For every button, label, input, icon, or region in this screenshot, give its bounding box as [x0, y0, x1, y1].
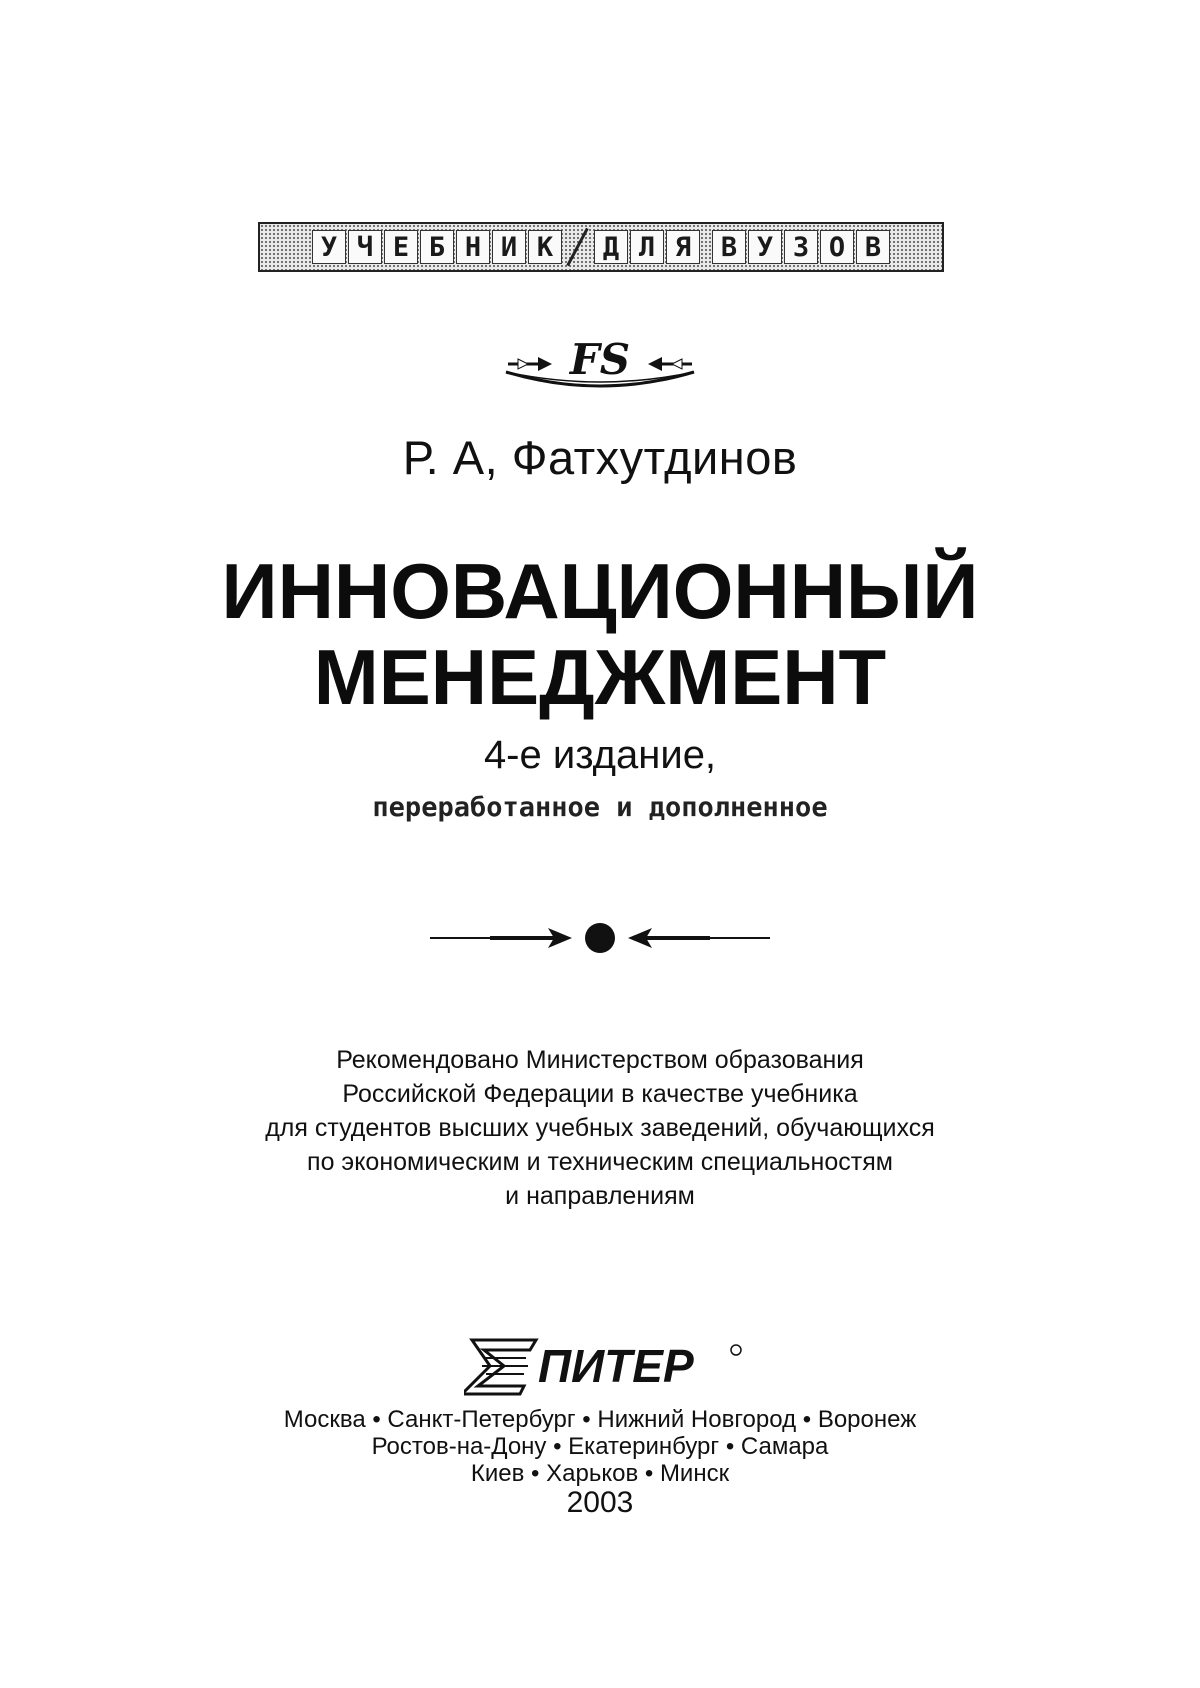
- recommendation-line: и направлениям: [505, 1182, 695, 1210]
- publisher-name: ПИТЕР: [538, 1340, 694, 1392]
- series-letter: У: [748, 230, 782, 264]
- series-letter: У: [312, 230, 346, 264]
- series-letter: И: [492, 230, 526, 264]
- cities-line-1: Москва • Санкт-Петербург • Нижний Новгород • Воронеж: [283, 1406, 917, 1433]
- publisher-logo-icon: [464, 1332, 754, 1400]
- cities-line-2: Ростов-на-Дону • Екатеринбург • Самара: [371, 1433, 829, 1460]
- edition-number: 4-е издание,: [483, 733, 717, 777]
- series-letter: К: [528, 230, 562, 264]
- recommendation-text: [0, 1043, 1200, 1213]
- series-letter: Б: [420, 230, 454, 264]
- author-name: Р. А, Фатхутдинов: [402, 431, 798, 484]
- publication-year: 2003: [566, 1486, 634, 1519]
- series-letter: Н: [456, 230, 490, 264]
- series-letter: Д: [594, 230, 628, 264]
- edition-description: переработанное и дополненное: [372, 792, 828, 823]
- series-letter: В: [856, 230, 890, 264]
- series-letter: Ч: [348, 230, 382, 264]
- ornament-divider-icon: [420, 918, 780, 958]
- series-banner: [258, 222, 944, 272]
- series-banner-letters: [266, 230, 936, 264]
- fs-logo-icon: [500, 326, 700, 396]
- series-letter: В: [712, 230, 746, 264]
- cities-line-3: Киев • Харьков • Минск: [470, 1460, 730, 1487]
- recommendation-line: для студентов высших учебных заведений, обучающихся: [265, 1114, 935, 1142]
- series-slash: [564, 228, 592, 266]
- series-letter: Е: [384, 230, 418, 264]
- recommendation-line: Российской Федерации в качестве учебника: [342, 1080, 858, 1108]
- book-title-line-1: ИННОВАЦИОННЫЙ: [221, 547, 979, 635]
- series-letter: Я: [666, 230, 700, 264]
- series-letter: О: [820, 230, 854, 264]
- series-letter: Л: [630, 230, 664, 264]
- fs-logo-text: FS: [569, 335, 631, 384]
- book-title-line-2: МЕНЕДЖМЕНТ: [313, 633, 887, 721]
- recommendation-line: по экономическим и техническим специальностям: [307, 1148, 893, 1176]
- series-letter: З: [784, 230, 818, 264]
- recommendation-line: Рекомендовано Министерством образования: [336, 1046, 864, 1074]
